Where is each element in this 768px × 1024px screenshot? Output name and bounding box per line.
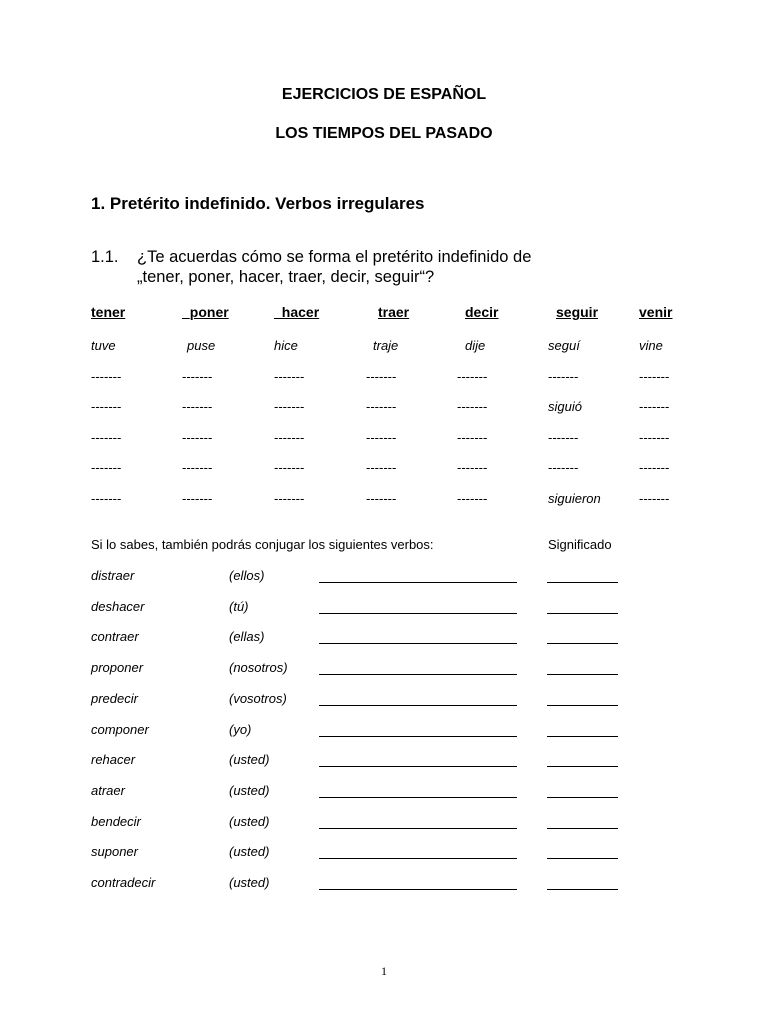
answer-blank (319, 797, 517, 798)
exercise-pronoun: (usted) (229, 783, 270, 798)
document-title: EJERCICIOS DE ESPAÑOL (281, 86, 487, 103)
answer-blank (319, 705, 517, 706)
answer-blank (319, 858, 517, 859)
table-cell: ------- (366, 430, 397, 445)
table-header: _hacer (274, 304, 320, 320)
table-cell: ------- (639, 491, 670, 506)
table-cell: ------- (548, 369, 579, 384)
table-cell: seguí (548, 338, 580, 353)
table-cell: ------- (182, 430, 213, 445)
exercise-pronoun: (nosotros) (229, 660, 288, 675)
document-subtitle: LOS TIEMPOS DEL PASADO (275, 125, 493, 142)
table-header: traer (378, 304, 410, 320)
answer-blank (319, 766, 517, 767)
table-cell: ------- (639, 460, 670, 475)
page-number: 1 (381, 964, 387, 978)
table-cell: vine (639, 338, 663, 353)
table-cell: ------- (639, 369, 670, 384)
table-cell: ------- (366, 460, 397, 475)
table-cell: ------- (182, 399, 213, 414)
table-cell: ------- (274, 460, 305, 475)
answer-blank (319, 582, 517, 583)
table-cell: siguieron (548, 491, 601, 506)
exercise-pronoun: (usted) (229, 814, 270, 829)
exercise-verb: suponer (91, 844, 138, 859)
table-cell: ------- (182, 460, 213, 475)
table-cell: ------- (274, 399, 305, 414)
table-cell: ------- (91, 430, 122, 445)
question-text: ¿Te acuerdas cómo se forma el pretérito indefinido de (137, 248, 532, 266)
exercise-pronoun: (usted) (229, 875, 270, 890)
meaning-blank (547, 858, 618, 859)
table-cell: siguió (548, 399, 582, 414)
table-cell: ------- (639, 399, 670, 414)
table-cell: ------- (457, 399, 488, 414)
exercise-pronoun: (ellos) (229, 568, 265, 583)
meaning-blank (547, 736, 618, 737)
table-cell: traje (373, 338, 399, 353)
table-header: venir (639, 304, 673, 320)
exercise-verb: contradecir (91, 875, 156, 890)
table-cell: ------- (182, 491, 213, 506)
exercise-pronoun: (vosotros) (229, 691, 287, 706)
table-cell: ------- (274, 430, 305, 445)
meaning-blank (547, 674, 618, 675)
answer-blank (319, 889, 517, 890)
table-cell: ------- (548, 430, 579, 445)
table-header: decir (465, 304, 499, 320)
table-cell: ------- (91, 460, 122, 475)
exercise-verb: bendecir (91, 814, 141, 829)
meaning-blank (547, 828, 618, 829)
table-cell: ------- (457, 491, 488, 506)
table-cell: ------- (366, 399, 397, 414)
exercise-verb: rehacer (91, 752, 136, 767)
table-cell: ------- (91, 491, 122, 506)
answer-blank (319, 736, 517, 737)
exercise-verb: distraer (91, 568, 135, 583)
question-line-2: „tener, poner, hacer, traer, decir, seguir“? (137, 268, 435, 286)
answer-blank (319, 674, 517, 675)
table-cell: ------- (548, 460, 579, 475)
exercise-verb: predecir (91, 691, 138, 706)
exercise-pronoun: (ellas) (229, 629, 265, 644)
table-cell: ------- (182, 369, 213, 384)
exercise-verb: componer (91, 722, 149, 737)
exercise-pronoun: (tú) (229, 599, 249, 614)
answer-blank (319, 643, 517, 644)
meaning-blank (547, 643, 618, 644)
table-cell: ------- (274, 369, 305, 384)
table-cell: ------- (91, 369, 122, 384)
meaning-header: Significado (548, 537, 612, 552)
table-cell: ------- (366, 491, 397, 506)
table-cell: ------- (639, 430, 670, 445)
table-cell: hice (274, 338, 298, 353)
question-line-1 (91, 248, 531, 267)
exercise-verb: contraer (91, 629, 139, 644)
section-heading: 1. Pretérito indefinido. Verbos irregulares (91, 194, 425, 213)
table-cell: ------- (91, 399, 122, 414)
answer-blank (319, 828, 517, 829)
meaning-blank (547, 613, 618, 614)
exercise-intro: Si lo sabes, también podrás conjugar los siguientes verbos: (91, 537, 434, 552)
table-cell: ------- (457, 369, 488, 384)
meaning-blank (547, 705, 618, 706)
meaning-blank (547, 582, 618, 583)
table-cell: ------- (457, 430, 488, 445)
exercise-pronoun: (usted) (229, 752, 270, 767)
question-number: 1.1. (91, 248, 119, 266)
meaning-blank (547, 766, 618, 767)
meaning-blank (547, 889, 618, 890)
table-cell: ------- (366, 369, 397, 384)
answer-blank (319, 613, 517, 614)
exercise-verb: atraer (91, 783, 125, 798)
table-header: tener (91, 304, 126, 320)
table-header: seguir (556, 304, 599, 320)
table-cell: ------- (274, 491, 305, 506)
table-header: _poner (182, 304, 229, 320)
table-cell: ------- (457, 460, 488, 475)
exercise-pronoun: (yo) (229, 722, 252, 737)
table-cell: dije (465, 338, 486, 353)
table-cell: puse (187, 338, 216, 353)
exercise-verb: deshacer (91, 599, 145, 614)
exercise-pronoun: (usted) (229, 844, 270, 859)
exercise-verb: proponer (91, 660, 144, 675)
table-cell: tuve (91, 338, 116, 353)
meaning-blank (547, 797, 618, 798)
